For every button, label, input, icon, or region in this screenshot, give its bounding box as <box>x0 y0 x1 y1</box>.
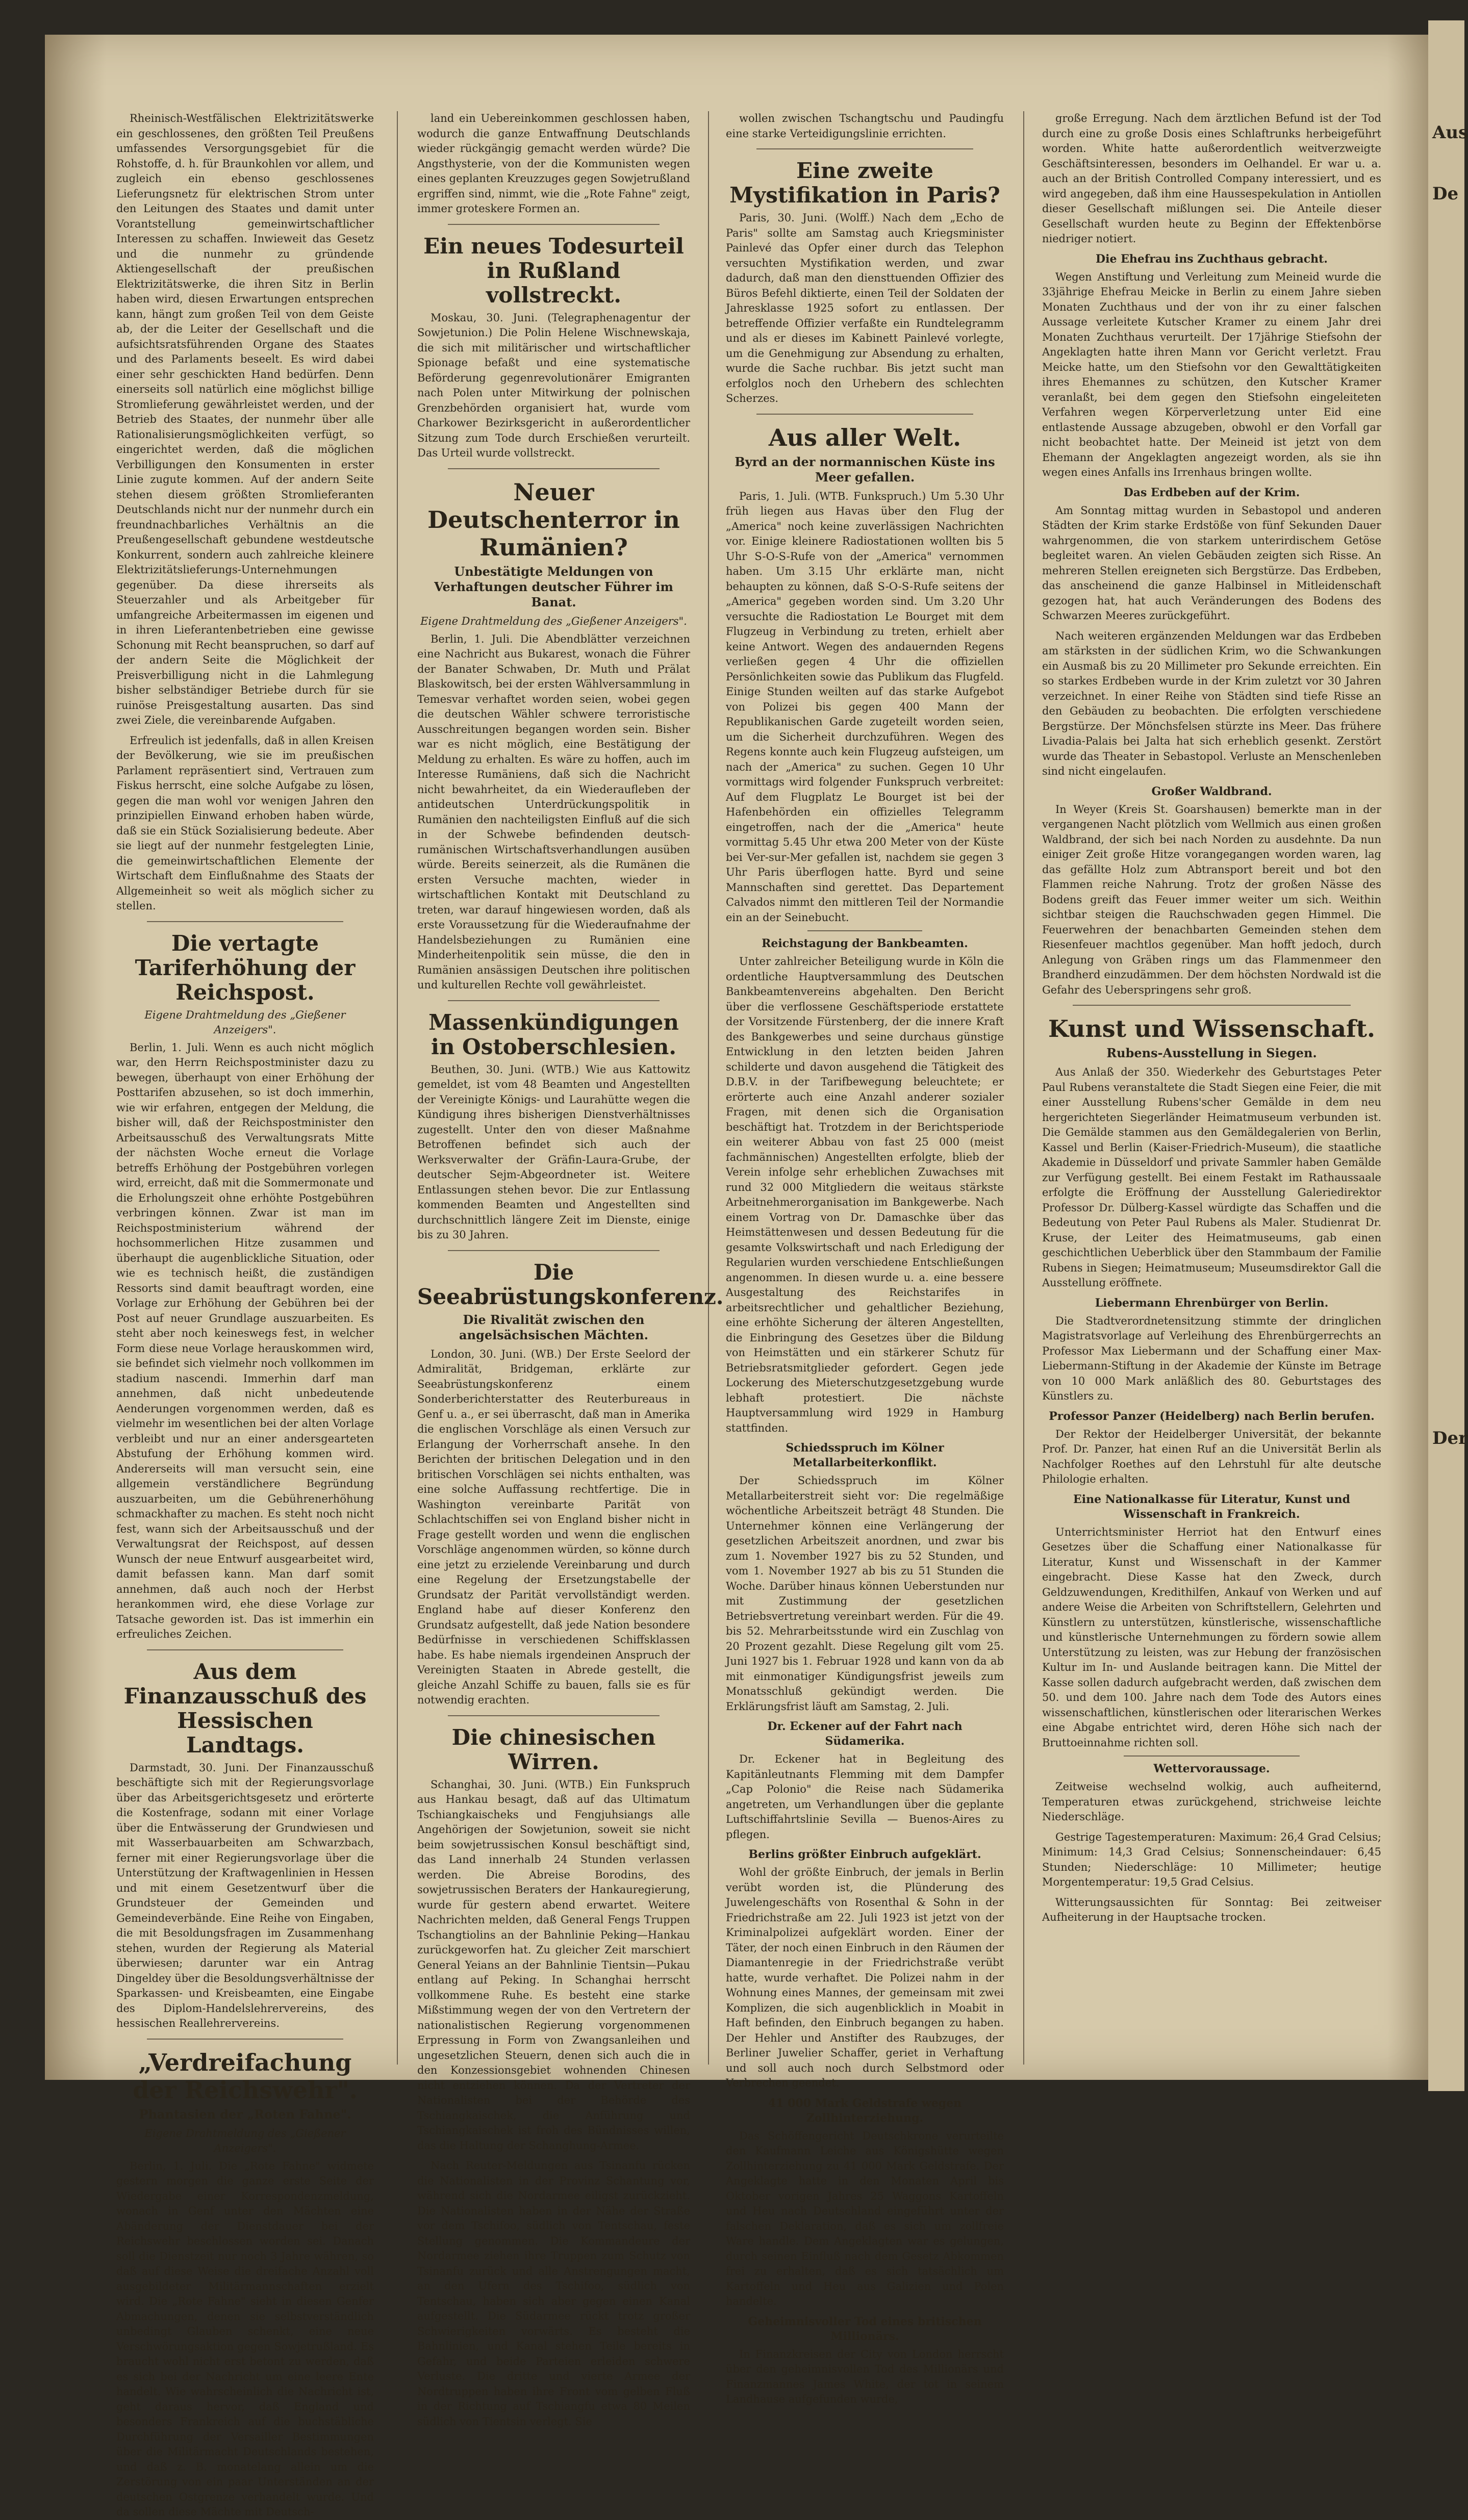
article-paragraph: Der Rektor der Heidelberger Universität, der bekannte Prof. Dr. Panzer, hat einen Ruf an die Universität Berlin als Nachfolger Roethes auf den Lehrstuhl für alte deutsche Philologie erhalten. <box>1042 1428 1381 1485</box>
column-2 <box>417 111 724 2428</box>
article-paragraph: Schanghai, 30. Juni. (WTB.) Ein Funkspruch aus Hankau besagt, daß auf das Ultimatum Tschiangkaischeks und Fengjuhsiangs alle Angehörigen der Sowjetunion, soweit sie nicht beim sowjetrussischen Konsul beschäftigt sind, das Land innerhalb 24 Stunden verlassen werden. Die Abreise Borodins, des sowjetrussischen Beraters der Hankauregierung, wurde für gestern abend erwartet. Weitere Nachrichten melden, daß General Fengs Truppen Tschangtiolins an der Bahnlinie Peking—Hankau zurückgeworfen hat. Zu gleicher Zeit marschiert General Yeians an der Bahnlinie Tientsin—Pukau entlang auf Peking. In Schanghai herrscht vollkommene Ruhe. Es besteht eine starke Mißstimmung wegen der von den Vertretern der nationalistischen Regierung vorgenommenen Erpressung in Form von Zwangsanleihen und ungesetzlichen Steuern, denen sich auch die in den Konzessionsgebiet wohnenden Chinesen nicht entziehen können. Da der Vertreter der Nationalisten bei der Behörde des Tschiangkaischek, die Anführung und Tschiangkaischek ist froh des Bündnisses willen, das die Haltung der Schanghung-Armee. <box>417 1778 690 2152</box>
article-paragraph: Berlin, 1. Juli. Die „Rote Fahne" widmete gestern morgen die ganze erste Seite der Wiedergabe einer Korrespondenzmeldung, wonach in Genf unter den Mächten eine Abänderung der Dienstdauer bei der Reichswehr beschlossen worden sei. Danach soll die Dienstzeit nur noch 3 Jahre währen, so daß auf diese Weise die dreifache Anzahl voll ausgebildeter Militärmannschaften erzielt wird. Die „Rote Fahne" sieht in diesen Genfer Abmachungen, denen sie selbstverständlich unbedingt Glauben schenkt, eine neue Verschwörungsaktion gegen Sowjetrußland. Es braucht wohl nicht erst betont zu werden, daß es sich bei der Nachricht um eine leere Ente handelt. Wie wahrscheinlich die Nachricht ist, geht daraus hervor, daß England und besonders Frankreich auf die buchstäbliche Durchführung der Versailler Bestimmungen über die Militärmacht Deutschlands bestehen, und daß z. B. monatelang allein um die Zerstörung von ein paar Unterständen an der deutschen Ostgrenze verhandelt wurde. Und da sollen diese Mächte mit Deutsch- <box>116 2159 374 2518</box>
section-heading: Die Ehefrau ins Zuchthaus gebracht. <box>1096 252 1328 266</box>
article-paragraph: Nach Reuter-Meldungen aus Tsinanfu rücken die Nationalisten in der Provinz Schantung vor, während sich die Nordarmee eiligst zurückzieht. Die Nationalisten haben in der Nähe der Straße vor dem Tschifoo, südlich von Tentschau, feste Stellung genommen. Die Kommandeure der Nordarmee ziehen ihre Truppen zum Schutz von Tsinanfu zurück und alle Anstrengungen macht, an den Ufern des Tschifoo, südlich von Tentschau, haben sich aber gegen einen Kanal aufgestellt. Die Südarmee rückt trotz großer Schwierigkeiten vorwärts. Es besteht die Bahnlinien, und Kanal stehen Teile bereits in Gefahr, und beide Parteien erleiden schwere Verluste. Die dritte und vierte Armee der Nordtruppen haben ihre Front vom gelben Fluß in der Richtung auf Tschiangfu etwa 80 Meilen südlich von Tientsin verlegt. Sie <box>417 2159 690 2428</box>
newspaper-page <box>45 35 1428 2518</box>
adjacent-page-fragment: Aus <box>1432 122 1468 143</box>
article-paragraph: Am Sonntag mittag wurden in Sebastopol und anderen Städten der Krim starke Erdstöße von fünf Sekunden Dauer wahrgenommen, die von starkem unterirdischem Getöse begleitet waren. An vielen Gebäuden zeigten sich Risse. An mehreren Stellen ereigneten sich Bergstürze. Das Erdbeben, das anscheinend die ganze Halbinsel in Mitleidenschaft gezogen hat, hat auch Veränderungen des Bodens des Schwarzen Meeres zurückgeführt. <box>1042 504 1381 622</box>
article-paragraph: land ein Uebereinkommen geschlossen haben, wodurch die ganze Entwaffnung Deutschlands wieder rückgängig gemacht werden würde? Die Angsthysterie, von der die Kommunisten wegen eines geplanten Kreuzzuges gegen Sowjetrußland ergriffen sind, nimmt, wie die „Rote Fahne" zeigt, immer groteskere Formen an. <box>417 112 690 215</box>
divider <box>1124 1755 1300 1757</box>
article-paragraph: Das Schöffengericht Deutschkrone verurteilte den Kaufmann Leiche aus Königshütte wegen Zollhinterziehung zu 41 000 Mark Geldstrafe. Der Angeklagte hatte in den Monaten April bis Oktober vorigen Jahres 25 Waggons Kartoffeln und Heu nach Deutschland eingeführt unter der falschen Deklaration, daß es sich um zollfreie Ware handle. Dem Angeklagten war es gelungen, durch seinen Einfluß nach dem Gesetz Abkommen frei zu erhalten, daß es sich tatsächlich um Kartoffeln und Heu aus Galizien und Polen handelte. <box>726 2129 1004 2307</box>
section-heading: Das Erdbeben auf der Krim. <box>1123 486 1300 499</box>
divider <box>147 2039 343 2040</box>
headline-seeabruestung: Die Seeabrüstungskonferenz. <box>417 1259 724 1309</box>
headline-todesurteil: Ein neues Todesurteil in Rußland vollstreckt. <box>423 233 684 308</box>
subheadline: Die Rivalität zwischen den angelsächsischen Mächten. <box>459 1312 648 1342</box>
article-paragraph: wollen zwischen Tschangtschu und Paudingfu eine starke Verteidigungslinie errichten. <box>726 112 1004 140</box>
divider <box>448 1000 660 1001</box>
column-4 <box>1042 111 1381 2065</box>
article-paragraph: London, 30. Juni. (WB.) Der Erste Seelord der Admiralität, Bridgeman, erklärte zur Seeabrüstungskonferenz einem Sonderberichterstatter des Reuterbureaus in Genf u. a., er sei überrascht, daß man in Amerika die englischen Vorschläge als einen Versuch zur Erlangung der Vorherrschaft ansehe. In den Berichten der britischen Delegation und in den britischen Vorschlägen sei nichts enthalten, was eine solche Auffassung rechtfertige. Die in Washington vereinbarte Parität von Schlachtschiffen sei von England bisher nicht in Frage gestellt worden und wenn die englischen Vorschläge angenommen würden, so könne durch eine jetzt zu erzielende Vereinbarung und durch eine Regelung der Ersetzungstabelle der Grundsatz der Parität vervollständigt werden. England habe auf dieser Konferenz den Grundsatz aufgestellt, daß jede Nation besondere Bedürfnisse in verschiedenen Schiffsklassen habe. Es habe niemals irgendeinen Anspruch der Vereinigten Staaten in Abrede gestellt, die gleiche Anzahl Schiffe zu bauen, falls sie es für notwendig erachten. <box>417 1347 690 1706</box>
section-heading-weather: Wettervoraussage. <box>1153 1762 1270 1775</box>
article-paragraph: große Erregung. Nach dem ärztlichen Befund ist der Tod durch eine zu große Dosis eines Schlaftrunks herbeigeführt worden. White hatte außerordentlich weitverzweigte Geschäftsinteressen, besonders im Oelhandel. Er war u. a. auch an der British Controlled Company interessiert, und es wird angegeben, daß ihm eine Haussespekulation in Antiollen dieser Gesellschaft mißlungen sei. Die Anteile dieser Gesellschaft wurden heute zu Beginn der Effektenbörse niedriger notiert. <box>1042 112 1381 245</box>
divider <box>147 1649 343 1650</box>
article-paragraph: Rheinisch-Westfälischen Elektrizitätswerke ein geschlossenes, den größten Teil Preußens umfassendes Versorgungsgebiet für die Rohstoffe, d. h. für Braunkohlen vor allem, und zugleich ein ebenso geschlossenes Lieferungsnetz für elektrischen Strom unter den Leitungen des Staates und damit unter Vorantstellung gemeinwirtschaftlicher Interessen zu schaffen. Inwieweit das Gesetz und die nunmehr zu gründende Aktiengesellschaft der preußischen Elektrizitätswerke, die ihren Sitz in Berlin haben wird, diesen Erwartungen entsprechen kann, hängt zum großen Teil von dem Geiste ab, der die Leiter der Gesellschaft und die aufsichtsratsführenden Organe des Staates und des Parlaments beseelt. Es wird dabei einer sehr geschickten Hand bedürfen. Denn einerseits soll natürlich eine möglichst billige Stromlieferung gewährleistet werden, und der Betrieb des Staates, der nunmehr über alle Rationalisierungsmöglichkeiten verfügt, so eingerichtet werden, daß die möglichen Verbilligungen den Konsumenten in erster Linie zugute kommen. Auf der andern Seite stehen diesem größten Stromlieferanten Deutschlands nicht nur der nunmehr durch ein freundnachbarliches Verhältnis an die Preußengesellschaft gebundene westdeutsche Konkurrent, sondern auch zahlreiche kleinere Elektrizitätslieferungs-Unternehmungen gegenüber. Da diese ihrerseits als Steuerzahler und als Arbeitgeber für umfangreiche Arbeitermassen im eigenen und in ihren Lieferantenbetrieben eine gewisse Schonung mit Recht beanspruchen, so darf auf der andern Seite die Möglichkeit der Preisverbilligung nicht in die Lahmlegung bisher selbständiger Betriebe durch für sie ruinöse Preisgestaltung ausarten. Das sind zwei Ziele, die vereinbarende Aufgaben. <box>116 112 374 726</box>
subheadline: Phantasien der „Roten Fahne". <box>139 2106 351 2122</box>
adjacent-page-fragment: De <box>1432 184 1459 204</box>
article-paragraph: In Weyer (Kreis St. Goarshausen) bemerkte man in der vergangenen Nacht plötzlich vom Wellmich aus einen großen Waldbrand, der sich bei nach Norden zu ausdehnte. Da nun einiger Zeit große Hitze vorangegangen worden waren, lag das gefällte Holz zum Abtransport bereit und bot den Flammen reiche Nahrung. Trotz der großen Nässe des Bodens greift das Feuer immer weiter um sich. Weithin sichtbar steigen die Rauchschwaden gegen Himmel. Die Feuerwehren der benachbarten Gemeinden stehen dem Riesenfeuer machtlos gegenüber. Man hofft jedoch, durch Anlegung von Gräben rings um das Flammenmeer den Brandherd einzudämmen. Der dem höchsten Nordwald ist die Gefahr des Ueberspringens sehr groß. <box>1042 803 1381 996</box>
divider <box>448 1250 660 1251</box>
divider <box>756 148 973 149</box>
headline-mystifikation: Eine zweite Mystifikation in Paris? <box>729 158 1000 208</box>
divider <box>448 468 660 469</box>
headline-chinesische-wirren: Die chinesischen Wirren. <box>451 1724 656 1774</box>
article-paragraph: Die Stadtverordnetensitzung stimmte der dringlichen Magistratsvorlage auf Verleihung des Ehrenbürgerrechts an Professor Max Liebermann und der Schaffung einer Max-Liebermann-Stiftung in der Akademie der Künste im Betrage von 10 000 Mark anläßlich des 80. Geburtstages des Künstlers zu. <box>1042 1314 1381 1402</box>
headline-kunst-wissenschaft: Kunst und Wissenschaft. <box>1048 1015 1376 1042</box>
divider <box>448 1715 660 1716</box>
article-paragraph: Paris, 1. Juli. (WTB. Funkspruch.) Um 5.30 Uhr früh liegen aus Havas über den Flug der „America" noch keine zuverlässigen Nachrichten vor. Einige kleinere Radiostationen wollten bis 5 Uhr S-O-S-Rufe von der „America" vernommen haben. Um 3.15 Uhr erklärte man, nicht behaupten zu können, daß S-O-S-Rufe seitens der „America" gegeben worden sind. Um 3.20 Uhr versuchte die Radiostation Le Bourget mit dem Flugzeug in Verbindung zu treten, erhielt aber keine Antwort. Wegen des andauernden Regens verließen gegen 4 Uhr die offiziellen Persönlichkeiten sowie das Publikum das Flugfeld. Einige Stunden weilten auf das starke Aufgebot von Polizei bis gegen 400 Mann der Republikanischen Garde zugeteilt worden seien, um die Sicherheit durchzuführen. Wegen des Regens konnte auch kein Flugzeug aufsteigen, um nach der „America" zu suchen. Gegen 10 Uhr vormittags wird folgender Funkspruch verbreitet: Auf dem Flugplatz Le Bourget ist bei der Hafenbehörden ein offizielles Telegramm eingetroffen, nach der die „America" heute vormittag 5.45 Uhr etwa 200 Meter von der Küste bei Ver-sur-Mer gefallen ist, nachdem sie gegen 3 Uhr Paris überflogen hatte. Byrd und seine Mannschaften sind gerettet. Das Departement Calvados nimmt den mittleren Teil der Normandie ein an der Seinebucht. <box>726 490 1004 924</box>
article-paragraph: Berlin, 1. Juli. Die Abendblätter verzeichnen eine Nachricht aus Bukarest, wonach die Führer der Banater Schwaben, Dr. Muth und Prälat Blaskowitsch, bei der ersten Wählversammlung in Temesvar verhaftet worden seien, wobei gegen die deutschen Wähler schwere terroristische Ausschreitungen begangen worden sein. Bisher war es nicht möglich, eine Bestätigung der Meldung zu erhalten. Es wäre zu hoffen, auch im Interesse Rumäniens, daß sich die Nachricht nicht bewahrheitet, da ein Wiederaufleben der antideutschen Unterdrückungspolitik in Rumänien den nachteiligsten Einfluß auf die sich in der Schwebe befindenden deutsch-rumänischen Wirtschaftsverhandlungen ausüben würde. Bereits seinerzeit, als die Rumänen die ersten Versuche machten, wieder in wirtschaftlichen Kontakt mit Deutschland zu treten, war darauf hingewiesen worden, daß als erste Voraussetzung für die Wiederaufnahme der Handelsbeziehungen zu Rumänien eine Minderheitenpolitik sein müsse, die den in Rumänien ansässigen Deutschen ihre politischen und kulturellen Rechte voll gewährleistet. <box>417 632 690 991</box>
article-paragraph: Erfreulich ist jedenfalls, daß in allen Kreisen der Bevölkerung, wie sie im preußischen Parlament repräsentiert sind, Vertrauen zum Fiskus herrscht, eine solche Aufgabe zu lösen, gegen die man wohl vor wenigen Jahren den prinzipiellen Einwand erhoben haben würde, daß sie ein Stück Sozialisierung bedeute. Aber sie liegt auf der nunmehr festgelegten Linie, die gemeinwirtschaftlichen Elemente der Wirtschaft dem Einflußnahme des Staats der Allgemeinheit so weit als möglich sicher zu stellen. <box>116 734 374 912</box>
headline-verdreifachung: „Verdreifachung der Reichswehr". <box>133 2048 358 2104</box>
source-line: Eigene Drahtmeldung des „Gießener Anzeigers". <box>144 2127 346 2154</box>
page-edge-shadow-right <box>1387 35 1428 2080</box>
weather-paragraph: Gestrige Tagestemperaturen: Maximum: 26,4 Grad Celsius; Minimum: 14,3 Grad Celsius; Sonnenscheindauer: 6,45 Stunden; Niederschläge: 10 Millimeter; heutige Morgentemperatur: 19,5 Grad Celsius. <box>1042 1830 1381 1888</box>
source-line: Eigene Drahtmeldung des „Gießener Anzeigers". <box>144 1008 346 1036</box>
section-heading: Professor Panzer (Heidelberg) nach Berlin berufen. <box>1049 1409 1375 1423</box>
section-heading: Großer Waldbrand. <box>1151 784 1272 798</box>
column-3 <box>726 111 1004 2405</box>
headline-finanzausschuss: Aus dem Finanzausschuß des Hessischen Landtags. <box>123 1659 367 1758</box>
section-heading: Dr. Eckener auf der Fahrt nach Südamerika. <box>767 1720 963 1748</box>
column-1 <box>116 111 374 2518</box>
adjacent-page-edge <box>1428 20 1468 2091</box>
article-paragraph: Moskau, 30. Juni. (Telegraphenagentur der Sowjetunion.) Die Polin Helene Wischnewskaja, die sich mit militärischer und wirtschaftlicher Spionage befaßt und eine systematische Beförderung gegenrevolutionärer Emigranten nach Polen unter Mitwirkung der polnischen Grenzbehörden organisiert hat, wurde vom Charkower Bezirksgericht in außerordentlicher Sitzung zum Tode durch Erschießen verurteilt. Das Urteil wurde vollstreckt. <box>417 311 690 459</box>
section-heading: Liebermann Ehrenbürger von Berlin. <box>1095 1296 1329 1310</box>
section-heading: Berlins größter Einbruch aufgeklärt. <box>748 1848 981 1861</box>
source-line: Eigene Drahtmeldung des „Gießener Anzeigers". <box>420 615 687 627</box>
column-rule <box>1023 111 1024 2065</box>
article-paragraph: Wegen Anstiftung und Verleitung zum Meineid wurde die 33jährige Ehefrau Meicke in Berlin zu einem Jahre sieben Monaten Zuchthaus und der von ihr zu einer falschen Aussage verleitete Kutscher Kramer zu einem Jahr drei Monaten Zuchthaus verurteilt. Der 17jährige Stiefsohn der Angeklagten hatte ihren Mann vor Gericht verletzt. Frau Meicke hatte, um den Stiefsohn vor den Gewalttätigkeiten ihres Ehemannes zu schützen, den Kutscher Kramer veranlaßt, bei dem gegen den Stiefsohn eingeleiteten Verfahren wegen Körperverletzung unter Eid eine entlastende Aussage abzugeben, obwohl er den Vorfall gar nicht beobachtet hatte. Der Meineid ist jetzt von dem Ehemann der Angeklagten angezeigt worden, als sie ihn wegen eines Anfalls ins Irrenhaus bringen wollte. <box>1042 270 1381 478</box>
article-paragraph: Wohl der größte Einbruch, der jemals in Berlin verübt worden ist, die Plünderung des Juwelengeschäfts von Rosenthal & Sohn in der Friedrichstraße am 22. Juli 1923 ist jetzt von der Kriminalpolizei aufgeklärt worden. Einer der Täter, der noch einen Einbruch in den Räumen der Diamantenregie in der Friedrichstraße verübt hatte, wurde verhaftet. Die Polizei nahm in der Wohnung eines Mannes, der gemeinsam mit zwei Komplizen, die sich augenblicklich in Moabit in Haft befinden, den Einbruch begangen zu haben. Der Hehler und Anstifter des Raubzuges, der Berliner Juwelier Schaffer, geriet in Verhaftung und soll auch noch durch Selbstmord oder Verbrechen geendet. <box>726 1866 1004 2089</box>
article-paragraph: Paris, 30. Juni. (Wolff.) Nach dem „Echo de Paris" sollte am Samstag auch Kriegsminister Painlevé das Opfer einer durch das Telephon versuchten Mystifikation werden, und zwar dadurch, daß man den diensttuenden Offizier des Büros Befehl diktierte, einen Teil der Soldaten der Jahresklasse 1925 sofort zu entlassen. Der betreffende Offizier verfaßte ein Rundtelegramm und als er dieses im Kabinett Painlevé vorlegte, um die Genehmigung zur Absendung zu erhalten, wurde die Sache ruchbar. Bis jetzt sucht man erfolglos noch den Urhebern des schlechten Scherzes. <box>726 212 1004 404</box>
article-paragraph: Der Schiedsspruch im Kölner Metallarbeiterstreit sieht vor: Die regelmäßige wöchentliche Arbeitszeit beträgt 48 Stunden. Die Unternehmer können eine Verlängerung der gesetzlichen Arbeitszeit anordnen, und zwar bis zum 1. November 1927 bis zu 52 Stunden, und vom 1. November 1927 ab bis zu 51 Stunden die Woche. Darüber hinaus können Ueberstunden nur mit Zustimmung der gesetzlichen Betriebsvertretung vereinbart werden. Für die 49. bis 52. Mehrarbeitsstunde wird ein Zuschlag von 20 Prozent gezahlt. Diese Regelung gilt vom 25. Juni 1927 bis 1. Februar 1928 und kann von da ab mit einmonatiger Kündigungsfrist jeweils zum Monatsschluß gekündigt werden. Die Erklärungsfrist läuft am Samstag, 2. Juli. <box>726 1474 1004 1713</box>
article-paragraph: Nach weiteren ergänzenden Meldungen war das Erdbeben am stärksten in der südlichen Krim, wo die Schwankungen ein Ausmaß bis zu 20 Millimeter pro Sekunde erreichten. Ein so starkes Erdbeben wurde in der Krim zuletzt vor 30 Jahren verzeichnet. In einer Reihe von Städten sind tiefe Risse an den Gebäuden zu beobachten. Die erfolgten verschiedene Bergstürze. Der Mönchsfelsen stürzte ins Meer. Das frühere Livadia-Palais bei Jalta hat sich erheblich gesenkt. Zerstört wurde das Theater in Sebastopol. Verluste an Menschenleben sind nicht eingelaufen. <box>1042 629 1381 777</box>
article-paragraph: Dr. Eckener hat in Begleitung des Kapitänleutnants Flemming mit dem Dampfer „Cap Polonio" die Reise nach Südamerika angetreten, um Verhandlungen über die geplante Luftschiffahrtslinie Sevilla — Buenos-Aires zu pflegen. <box>726 1753 1004 1841</box>
section-heading: 41 000 Mark Geldstrafe wegen Zollhinterziehung. <box>768 2096 962 2125</box>
divider <box>448 224 660 225</box>
weather-paragraph: Witterungsaussichten für Sonntag: Bei zeitweiser Aufheiterung in der Hauptsache trocken. <box>1042 1896 1381 1923</box>
article-paragraph: Beuthen, 30. Juni. (WTB.) Wie aus Kattowitz gemeldet, ist vom 48 Beamten und Angestellten der Vereinigte Königs- und Laurahütte wegen die Kündigung ihres bisherigen Dienstverhältnisses zugestellt. Unter den von dieser Maßnahme Betroffenen befindet sich auch der Werksverwalter der Gräfin-Laura-Grube, der deutscher Sejm-Abgeordneter ist. Weitere Entlassungen stehen bevor. Die zur Entlassung kommenden Beamten und Angestellten sind durchschnittlich längere Zeit im Dienste, einige bis zu 30 Jahren. <box>417 1063 690 1241</box>
page-edge-shadow-left <box>45 35 106 2080</box>
article-paragraph: In Finanzkreisen der City von London herrscht über den geheimnisvollen Tod des Millionärs und Finanzmannes James White, der tot in seinem Landhause aufgefunden wurde, <box>726 2348 1004 2405</box>
section-heading: Eine Nationalkasse für Literatur, Kunst und Wissenschaft in Frankreich. <box>1073 1492 1351 1521</box>
column-rule <box>708 111 709 2065</box>
headline-deutschenterror: Neuer Deutschenterror in Rumänien? <box>427 478 680 561</box>
headline-tariferhoehung: Die vertagte Tariferhöhung der Reichspost. <box>135 930 356 1005</box>
divider <box>1073 1005 1351 1006</box>
divider <box>807 930 922 931</box>
article-paragraph: Darmstadt, 30. Juni. Der Finanzausschuß beschäftigte sich mit der Regierungsvorlage über das Arbeitsgerichtsgesetz und erörterte die Kostenfrage, sodann mit einer Vorlage über die Entwässerung der Grundwiesen und mit Wasserbauarbeiten am Schwarzbach, ferner mit einer Regierungsvorlage über die Unterstützung der Kraftwagenlinien in Hessen und mit einem Gesetzentwurf über die Grundsteuer der Gemeinden und Gemeindeverbände. Eine Reihe von Eingaben, die mit Besoldungsfragen im Zusammenhang stehen, wurden der Regierung als Material überwiesen; darunter war ein Antrag Dingeldey über die Besoldungsverhältnisse der Sparkassen- und Kreisbeamten, eine Eingabe des Diplom-Handelslehrervereins, des hessischen Reallehrervereins. <box>116 1761 374 2029</box>
article-paragraph: Unter zahlreicher Beteiligung wurde in Köln die ordentliche Hauptversammlung des Deutschen Bankbeamtenvereins abgehalten. Den Bericht über die verflossene Geschäftsperiode erstattete der Vorsitzende Fürstenberg, der die innere Kraft des Bankgewerbes und seine durchaus günstige Entwicklung in den letzten beiden Jahren schilderte und davon ausgehend die Tätigkeit des D.B.V. in der Tarifbewegung beleuchtete; er erörterte auch eine Anzahl anderer sozialer Fragen, mit denen sich die Organisation beschäftigt hat. Trotzdem in der Berichtsperiode ein weiterer Abbau von fast 25 000 (meist fachmännischen) Angestellten erfolgte, blieb der Verein infolge sehr erheblichen Zuwachses mit rund 32 000 Mitgliedern die weitaus stärkste Arbeitnehmerorganisation im Bankgewerbe. Nach einem Vortrag von Dr. Damaschke über das Heimstättenwesen und dessen Bedeutung für die gesamte Volkswirtschaft und nach Erledigung der Regularien wurden verschiedene Entschließungen angenommen. In diesen wurde u. a. eine bessere Ausgestaltung des Reichstarifes in arbeitsrechtlicher und gehaltlicher Beziehung, eine erhöhte Sicherung der älteren Angestellten, die Einbringung des Gesetzes über die Bildung von Heimstätten und ein stärkerer Schutz für Betriebsratsmitglieder gefordert. Gegen jede Lockerung des Mieterschutzgesetzgebung wurde lebhaft protestiert. Die nächste Hauptversammlung wird 1929 in Hamburg stattfinden. <box>726 955 1004 1434</box>
article-paragraph: Aus Anlaß der 350. Wiederkehr des Geburtstages Peter Paul Rubens veranstaltete die Stadt Siegen eine Feier, die mit einer Ausstellung Rubens'scher Gemälde in dem neu hergerichteten Siegerländer Heimatmuseum verbunden ist. Die Gemälde stammen aus den Gemäldegalerien von Berlin, Kassel und Berlin (Kaiser-Friedrich-Museum), die staatliche Akademie in Düsseldorf und private Sammler haben Gemälde zur Verfügung gestellt. Bei einem Festakt im Rathaussaale erfolgte die Eröffnung der Ausstellung Galeriedirektor Professor Dr. Dülberg-Kassel würdigte das Schaffen und die Bedeutung von Peter Paul Rubens als Maler. Studienrat Dr. Kruse, der Leiter des Heimatmuseums, gab einen geschichtlichen Ueberblick über den Stammbaum der Familie Rubens in Siegen; Heimatmuseum; Museumsdirektor Gall die Ausstellung eröffnete. <box>1042 1066 1381 1289</box>
adjacent-page-fragment: Der <box>1432 1428 1468 1448</box>
section-heading: Reichstagung der Bankbeamten. <box>762 937 968 950</box>
headline-massenkuendigungen: Massenkündigungen in Ostoberschlesien. <box>428 1009 679 1059</box>
section-heading: Schiedsspruch im Kölner Metallarbeiterkonflikt. <box>786 1441 944 1469</box>
headline-aus-aller-welt: Aus aller Welt. <box>768 423 961 451</box>
divider <box>756 414 973 415</box>
article-paragraph: Berlin, 1. Juli. Wenn es auch nicht möglich war, den Herrn Reichspostminister dazu zu bewegen, überhaupt von einer Erhöhung der Posttarifen abzusehen, so ist doch immerhin, wie wir erfahren, entgegen der Meldung, die bisher will, daß der Reichspostminister den Arbeitsausschuß des Verwaltungsrats Mitte der nächsten Woche erneut die Vorlage betreffs Erhöhung der Postgebühren vorlegen wird, erreicht, daß mit die Sommermonate und die Erholungszeit ohne erhöhte Postgebühren verbringen können. Zwar ist man im Reichspostministerium während der hochsommerlichen Hitze zusammen und überhaupt die augenblickliche Situation, oder wie es technisch heißt, die zuständigen Ressorts sind damit beauftragt worden, eine Vorlage zur Erhöhung der Gebühren bei der Post auf neuer Grundlage auszuarbeiten. Es steht aber noch keineswegs fest, in welcher Form diese neue Vorlage herauskommen wird, sie befindet sich vielmehr noch vollkommen im stadium nascendi. Immerhin darf man annehmen, daß nicht unbedeutende Aenderungen vorgenommen werden, daß es vielmehr im wesentlichen bei der alten Vorlage verbleibt und nur an einer andersgearteten Abstufung der Erhöhung kommen wird. Andererseits will man versucht sein, eine allgemein verständlichere Begründung auszuarbeiten, um die Gebührenerhöhung schmackhafter zu machen. Es steht noch nicht fest, wann sich der Arbeitsausschuß und der Verwaltungsrat der Reichspost, auf dessen Wunsch der neue Entwurf ausgearbeitet wird, damit befassen kann. Man darf somit annehmen, daß auch noch der Herbst herankommen wird, ehe diese Vorlage zur Tatsache geworden ist. Das ist immerhin ein erfreuliches Zeichen. <box>116 1041 374 1640</box>
section-heading: Geheimnisvoller Tod eines britischen Millionärs. <box>748 2314 982 2343</box>
article-paragraph: Unterrichtsminister Herriot hat den Entwurf eines Gesetzes über die Schaffung einer Nationalkasse für Literatur, Kunst und Wissenschaft in der Kammer eingebracht. Diese Kasse hat den Zweck, durch Geldzuwendungen, Kredithilfen, Ankauf von Werken und auf andere Weise die Arbeiten von Schriftstellern, Gelehrten und Künstlern zu unterstützen, künstlerische, wissenschaftliche und künstlerische Unternehmungen zu fördern sowie allem Unterstützung zu leisten, was zur Hebung der französischen Kultur im In- und Auslande beitragen kann. Die Mittel der Kasse sollen dadurch aufgebracht werden, daß zwischen dem 50. und dem 100. Jahre nach dem Tode des Autors eines wissenschaftlichen, künstlerischen oder literarischen Werkes eine Abgabe entrichtet wird, deren Höhe sich nach der Bruttoeinnahme richten soll. <box>1042 1525 1381 1749</box>
subheadline: Unbestätigte Meldungen von Verhaftungen deutscher Führer im Banat. <box>434 564 673 609</box>
column-rule <box>397 111 398 2065</box>
subheadline: Rubens-Ausstellung in Siegen. <box>1106 1046 1317 1060</box>
subheadline: Byrd an der normannischen Küste ins Meer gefallen. <box>735 454 995 485</box>
weather-paragraph: Zeitweise wechselnd wolkig, auch aufheiternd, Temperaturen etwas zurückgehend, strichweise leichte Niederschläge. <box>1042 1780 1381 1823</box>
divider <box>147 921 343 922</box>
